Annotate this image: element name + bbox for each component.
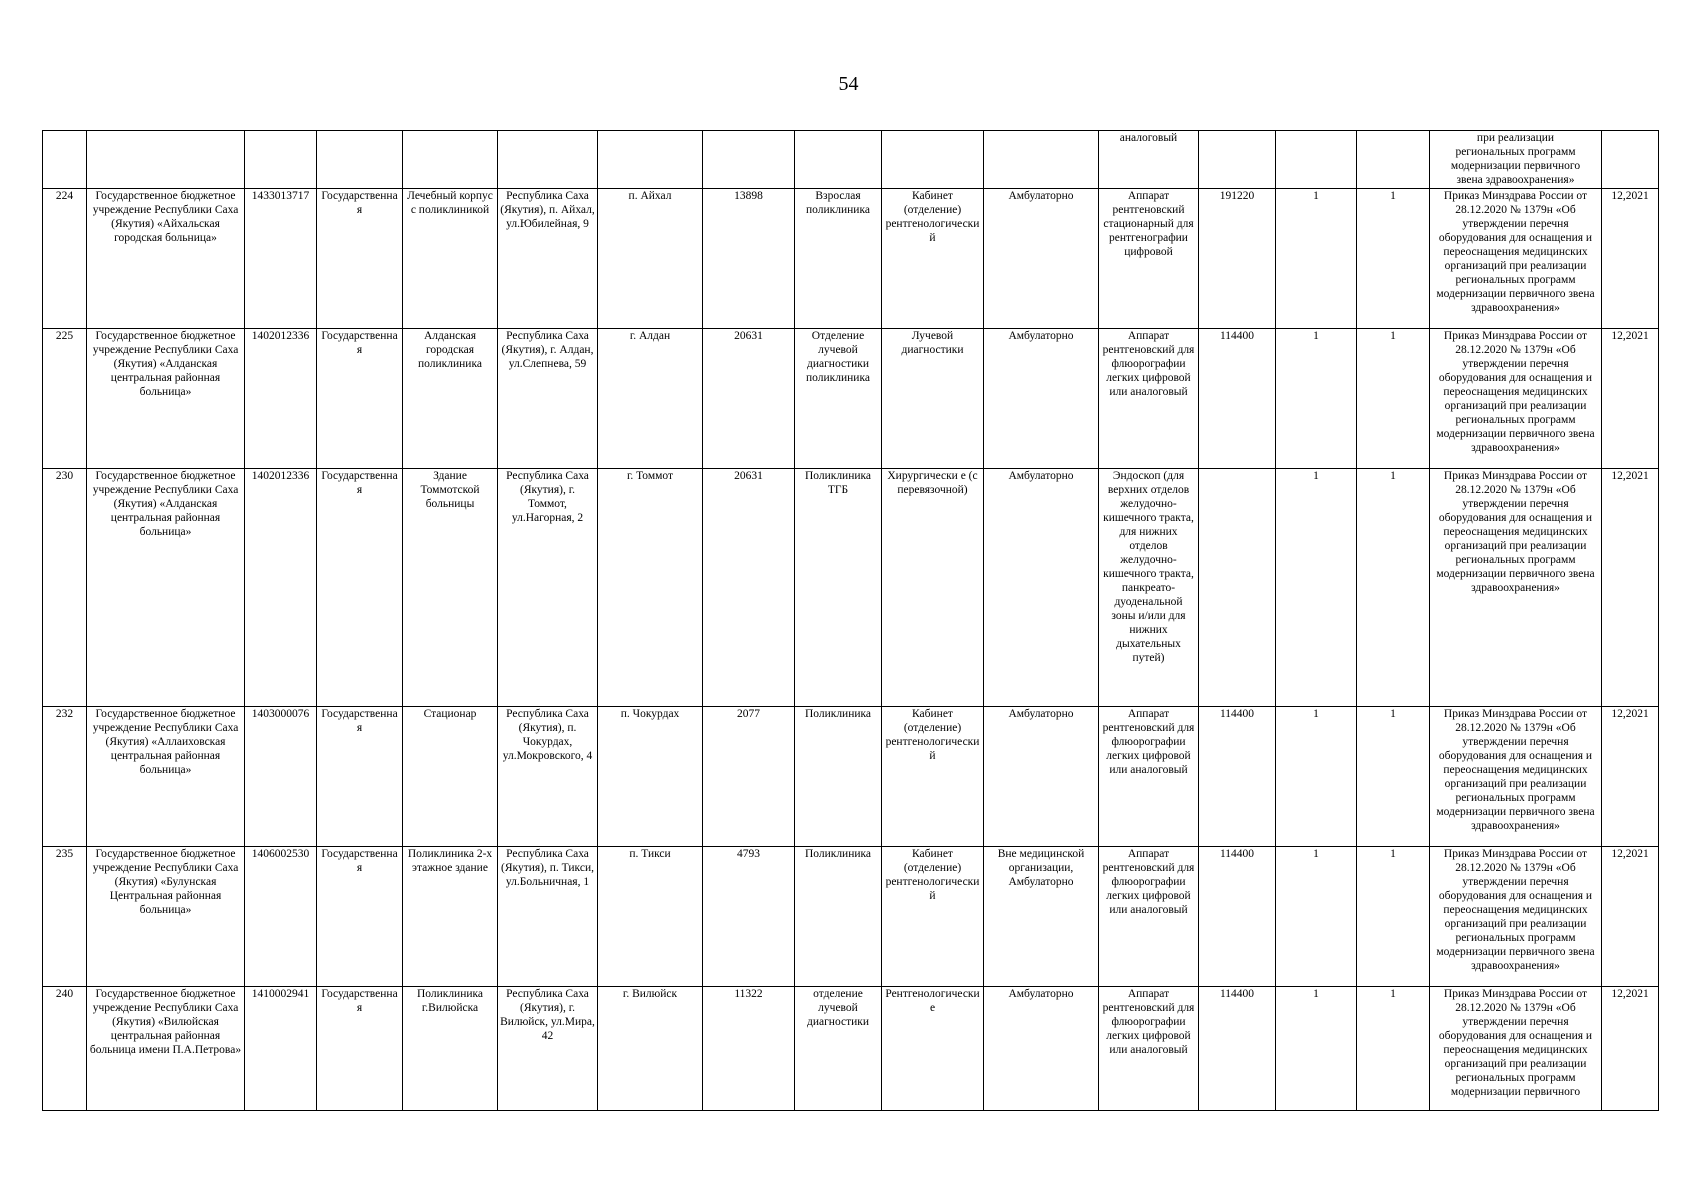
unit-cell: Отделение лучевой диагностики поликлиника [795, 329, 882, 469]
date-cell: 12,2021 [1602, 469, 1659, 707]
settlement-cell: п. Тикси [598, 847, 703, 987]
row-number-cell: 235 [43, 847, 87, 987]
quantity-cell: 1 [1276, 189, 1357, 329]
population-cell: 13898 [703, 189, 795, 329]
building-cell [403, 131, 498, 189]
inn-cell: 1406002530 [245, 847, 317, 987]
price-cell: 191220 [1199, 189, 1276, 329]
address-cell: Республика Саха (Якутия), п. Айхал, ул.Юбилейная, 9 [498, 189, 598, 329]
quantity-cell: 1 [1357, 707, 1430, 847]
ownership-cell [317, 131, 403, 189]
date-cell: 12,2021 [1602, 189, 1659, 329]
table-row [43, 847, 1659, 987]
settlement-cell: г. Алдан [598, 329, 703, 469]
quantity-cell [1276, 131, 1357, 189]
address-cell: Республика Саха (Якутия), п. Чокурдах, ул.Мокровского, 4 [498, 707, 598, 847]
department-cell: Кабинет (отделение) рентгенологический [882, 189, 984, 329]
ownership-cell: Государственная [317, 847, 403, 987]
equipment-cell: Аппарат рентгеновский для флюорографии легких цифровой или аналоговый [1099, 329, 1199, 469]
conditions-cell: Амбулаторно [984, 707, 1099, 847]
population-cell [703, 131, 795, 189]
order-cell: Приказ Минздрава России от 28.12.2020 № 1379н «Об утверждении перечня оборудования для оснащения и переоснащения медицинских организаций при реализации региональных программ модернизации первичного звена здравоохранения» [1430, 469, 1602, 707]
page-number: 54 [838, 73, 859, 95]
order-cell: Приказ Минздрава России от 28.12.2020 № 1379н «Об утверждении перечня оборудования для оснащения и переоснащения медицинских организаций при реализации региональных программ модернизации первичного звена здравоохранения» [1430, 189, 1602, 329]
ownership-cell: Государственная [317, 469, 403, 707]
address-cell: Республика Саха (Якутия), г. Томмот, ул.Нагорная, 2 [498, 469, 598, 707]
building-cell: Алданская городская поликлиника [403, 329, 498, 469]
table-row [43, 987, 1659, 1111]
department-cell: Хирургически е (с перевязочной) [882, 469, 984, 707]
table-row [43, 329, 1659, 469]
equipment-cell: Аппарат рентгеновский для флюорографии легких цифровой или аналоговый [1099, 847, 1199, 987]
organization-cell: Государственное бюджетное учреждение Республики Саха (Якутия) «Айхальская городская больница» [87, 189, 245, 329]
row-number-cell: 224 [43, 189, 87, 329]
inn-cell: 1403000076 [245, 707, 317, 847]
quantity-cell: 1 [1357, 329, 1430, 469]
order-cell: Приказ Минздрава России от 28.12.2020 № 1379н «Об утверждении перечня оборудования для оснащения и переоснащения медицинских организаций при реализации региональных программ модернизации первичного звена здравоохранения» [1430, 847, 1602, 987]
quantity-cell: 1 [1357, 189, 1430, 329]
table-row [43, 189, 1659, 329]
conditions-cell: Амбулаторно [984, 469, 1099, 707]
price-cell [1199, 469, 1276, 707]
quantity-cell [1357, 131, 1430, 189]
order-cell: при реализации региональных программ модернизации первичного звена здравоохранения» [1430, 131, 1602, 189]
row-number-cell: 230 [43, 469, 87, 707]
settlement-cell: п. Айхал [598, 189, 703, 329]
building-cell: Поликлиника г.Вилюйска [403, 987, 498, 1111]
address-cell: Республика Саха (Якутия), п. Тикси, ул.Больничная, 1 [498, 847, 598, 987]
organization-cell: Государственное бюджетное учреждение Республики Саха (Якутия) «Аллаиховская центральная районная больница» [87, 707, 245, 847]
table-row [43, 131, 1659, 189]
row-number-cell: 232 [43, 707, 87, 847]
ownership-cell: Государственная [317, 987, 403, 1111]
quantity-cell: 1 [1357, 847, 1430, 987]
settlement-cell [598, 131, 703, 189]
organization-cell: Государственное бюджетное учреждение Республики Саха (Якутия) «Алданская центральная районная больница» [87, 469, 245, 707]
quantity-cell: 1 [1276, 707, 1357, 847]
row-number-cell: 225 [43, 329, 87, 469]
equipment-registry-table [42, 130, 1659, 1111]
organization-cell: Государственное бюджетное учреждение Республики Саха (Якутия) «Вилюйская центральная районная больница имени П.А.Петрова» [87, 987, 245, 1111]
order-cell: Приказ Минздрава России от 28.12.2020 № 1379н «Об утверждении перечня оборудования для оснащения и переоснащения медицинских организаций при реализации региональных программ модернизации первичного звена здравоохранения» [1430, 707, 1602, 847]
quantity-cell: 1 [1276, 469, 1357, 707]
inn-cell: 1410002941 [245, 987, 317, 1111]
address-cell: Республика Саха (Якутия), г. Алдан, ул.Слепнева, 59 [498, 329, 598, 469]
conditions-cell: Амбулаторно [984, 987, 1099, 1111]
unit-cell: Взрослая поликлиника [795, 189, 882, 329]
quantity-cell: 1 [1276, 847, 1357, 987]
building-cell: Здание Томмотской больницы [403, 469, 498, 707]
price-cell: 114400 [1199, 987, 1276, 1111]
equipment-cell: Аппарат рентгеновский стационарный для рентгенографии цифровой [1099, 189, 1199, 329]
conditions-cell: Амбулаторно [984, 329, 1099, 469]
unit-cell: отделение лучевой диагностики [795, 987, 882, 1111]
equipment-cell: Аппарат рентгеновский для флюорографии легких цифровой или аналоговый [1099, 707, 1199, 847]
building-cell: Поликлиника 2-х этажное здание [403, 847, 498, 987]
unit-cell: Поликлиника ТГБ [795, 469, 882, 707]
conditions-cell: Вне медицинской организации, Амбулаторно [984, 847, 1099, 987]
ownership-cell: Государственная [317, 329, 403, 469]
equipment-cell: Аппарат рентгеновский для флюорографии легких цифровой или аналоговый [1099, 987, 1199, 1111]
building-cell: Лечебный корпус с поликлиникой [403, 189, 498, 329]
population-cell: 20631 [703, 469, 795, 707]
department-cell: Рентгенологические [882, 987, 984, 1111]
inn-cell: 1402012336 [245, 469, 317, 707]
price-cell [1199, 131, 1276, 189]
conditions-cell [984, 131, 1099, 189]
price-cell: 114400 [1199, 847, 1276, 987]
population-cell: 11322 [703, 987, 795, 1111]
quantity-cell: 1 [1276, 329, 1357, 469]
table-row [43, 707, 1659, 847]
date-cell: 12,2021 [1602, 329, 1659, 469]
settlement-cell: г. Вилюйск [598, 987, 703, 1111]
quantity-cell: 1 [1357, 987, 1430, 1111]
price-cell: 114400 [1199, 707, 1276, 847]
organization-cell: Государственное бюджетное учреждение Республики Саха (Якутия) «Булунская Центральная районная больница» [87, 847, 245, 987]
population-cell: 4793 [703, 847, 795, 987]
department-cell: Кабинет (отделение) рентгенологический [882, 707, 984, 847]
ownership-cell: Государственная [317, 189, 403, 329]
quantity-cell: 1 [1357, 469, 1430, 707]
building-cell: Стационар [403, 707, 498, 847]
table-row [43, 469, 1659, 707]
department-cell: Кабинет (отделение) рентгенологический [882, 847, 984, 987]
department-cell: Лучевой диагностики [882, 329, 984, 469]
settlement-cell: г. Томмот [598, 469, 703, 707]
department-cell [882, 131, 984, 189]
address-cell: Республика Саха (Якутия), г. Вилюйск, ул.Мира, 42 [498, 987, 598, 1111]
address-cell [498, 131, 598, 189]
equipment-cell: аналоговый [1099, 131, 1199, 189]
equipment-cell: Эндоскоп (для верхних отделов желудочно-кишечного тракта, для нижних отделов желудочно-кишечного тракта, панкреато-дуоденальной зоны и/или для нижних дыхательных путей) [1099, 469, 1199, 707]
population-cell: 20631 [703, 329, 795, 469]
inn-cell [245, 131, 317, 189]
inn-cell: 1402012336 [245, 329, 317, 469]
order-cell: Приказ Минздрава России от 28.12.2020 № 1379н «Об утверждении перечня оборудования для оснащения и переоснащения медицинских организаций при реализации региональных программ модернизации первичного [1430, 987, 1602, 1111]
unit-cell: Поликлиника [795, 847, 882, 987]
date-cell: 12,2021 [1602, 987, 1659, 1111]
population-cell: 2077 [703, 707, 795, 847]
conditions-cell: Амбулаторно [984, 189, 1099, 329]
unit-cell [795, 131, 882, 189]
order-cell: Приказ Минздрава России от 28.12.2020 № 1379н «Об утверждении перечня оборудования для оснащения и переоснащения медицинских организаций при реализации региональных программ модернизации первичного звена здравоохранения» [1430, 329, 1602, 469]
date-cell: 12,2021 [1602, 707, 1659, 847]
inn-cell: 1433013717 [245, 189, 317, 329]
quantity-cell: 1 [1276, 987, 1357, 1111]
unit-cell: Поликлиника [795, 707, 882, 847]
date-cell [1602, 131, 1659, 189]
settlement-cell: п. Чокурдах [598, 707, 703, 847]
date-cell: 12,2021 [1602, 847, 1659, 987]
ownership-cell: Государственная [317, 707, 403, 847]
row-number-cell [43, 131, 87, 189]
organization-cell [87, 131, 245, 189]
price-cell: 114400 [1199, 329, 1276, 469]
organization-cell: Государственное бюджетное учреждение Республики Саха (Якутия) «Алданская центральная районная больница» [87, 329, 245, 469]
row-number-cell: 240 [43, 987, 87, 1111]
